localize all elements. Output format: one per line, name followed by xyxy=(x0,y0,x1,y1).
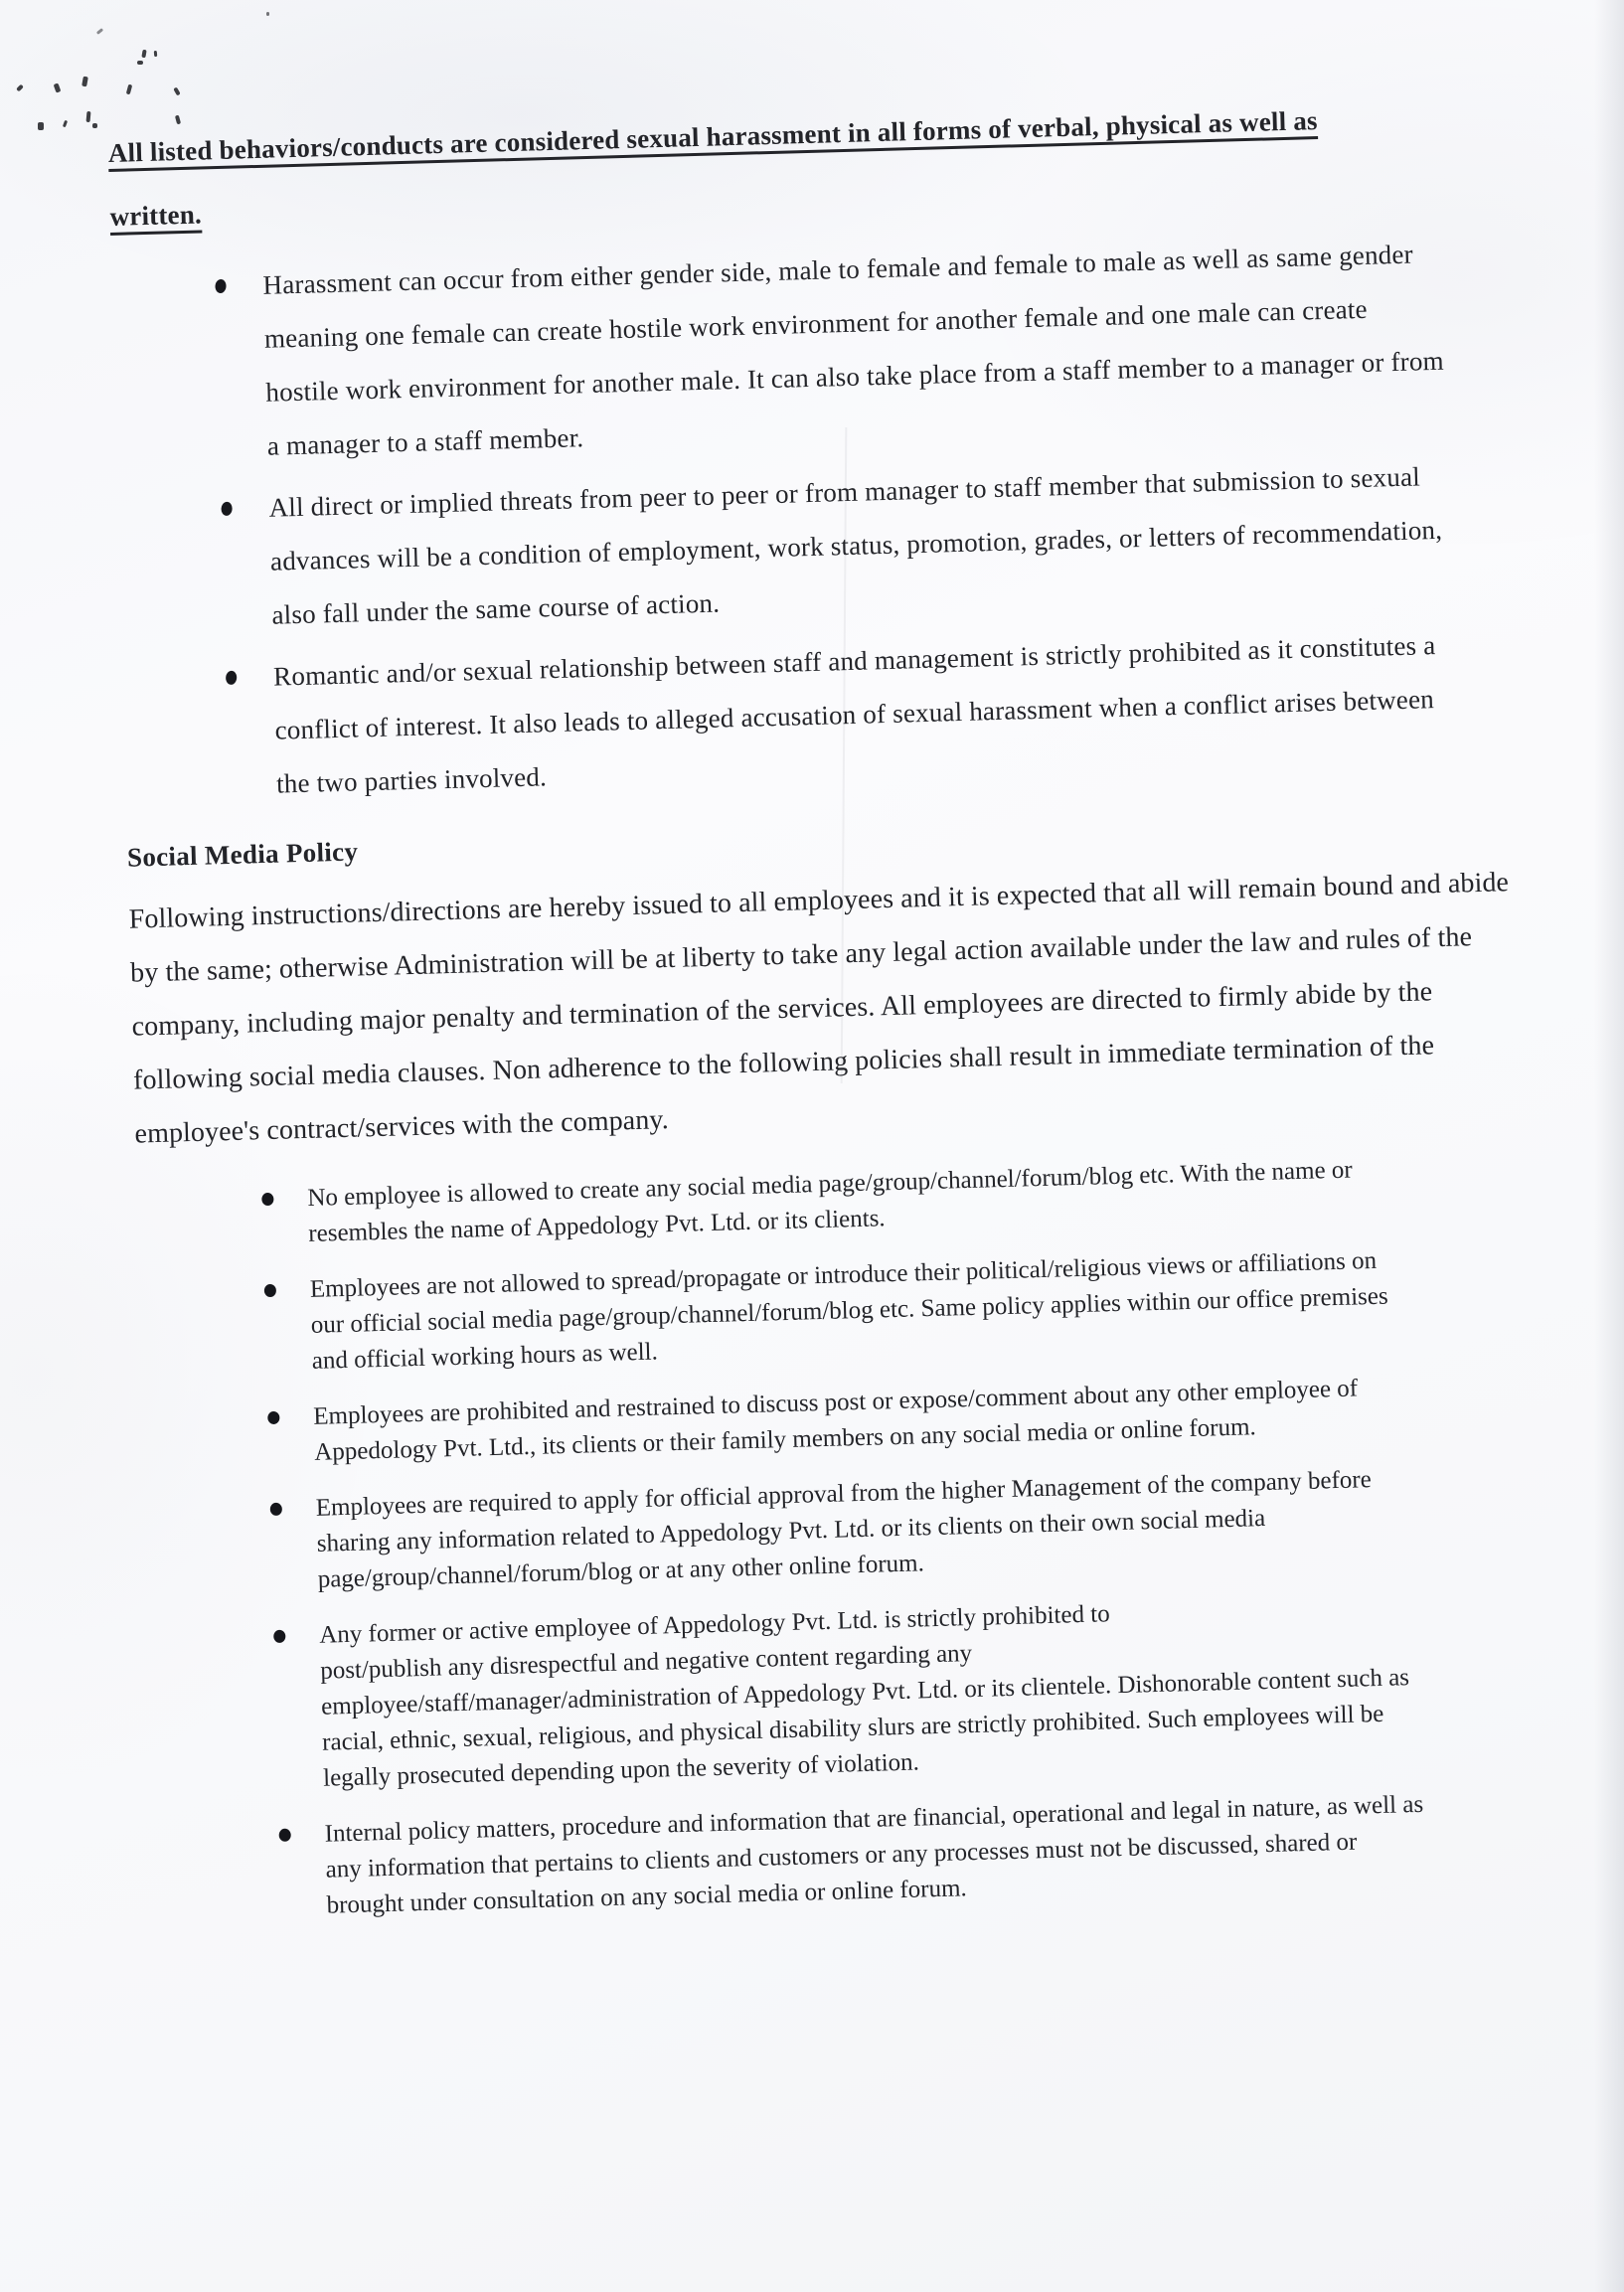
list-item: Employees are required to apply for official approval from the higher Management of the company before sharing any information related to Appedology Pvt. Ltd. or its clients on their own social media page/group/channel/forum/blog or at any other online forum. xyxy=(315,1461,1421,1598)
list-item: Employees are prohibited and restrained to discuss post or expose/comment about any other employee of Appedology Pvt. Ltd., its clients or their family members on any social media or online forum. xyxy=(313,1370,1418,1471)
harassment-heading: All listed behaviors/conducts are considered sexual harassment in all forms of verbal, physical as well as written. xyxy=(107,105,1319,232)
list-item: Internal policy matters, procedure and information that are financial, operational and legal in nature, as well as any information that pertains to clients and customers or any processes must not be discussed, shared or brought under consultation on any social media or online forum. xyxy=(324,1787,1430,1924)
document-content xyxy=(107,83,1547,1948)
harassment-bullet-list xyxy=(111,225,1518,815)
social-media-policy-heading: Social Media Policy xyxy=(126,836,359,873)
list-item: All direct or implied threats from peer to peer or from manager to staff member that submission to sexual advances will be a condition of employment, work status, promotion, grades, or letters of recommendation, also fall under the same course of action. xyxy=(268,449,1455,642)
list-item: Any former or active employee of Appedology Pvt. Ltd. is strictly prohibited to post/publish any disrespectful and negative content regarding any employee/staff/manager/administration of Appedology Pvt. Ltd. or its clientele. Dishonorable content such as racial, ethnic, sexual, religious, and physical disability slurs are strictly prohibited. Such employees will be legally prosecuted depending upon the severity of violation. xyxy=(319,1588,1426,1797)
list-item: Employees are not allowed to spread/propagate or introduce their political/religious views or affiliations on our official social media page/group/channel/forum/blog etc. Same policy applies within our office premises and official working hours as well. xyxy=(309,1242,1415,1380)
list-item: Harassment can occur from either gender side, male to female and female to male as well as same gender meaning one female can create hostile work environment for another female and one male can create hostile work environment for another male. It can also take place from a staff member to a manager or from a manager to a staff member. xyxy=(262,227,1450,473)
list-item: No employee is allowed to create any social media page/group/channel/forum/blog etc. With the name or resembles the name of Appedology Pvt. Ltd. or its clients. xyxy=(307,1151,1412,1252)
scan-edge-shadow xyxy=(1594,0,1624,2292)
social-media-bullet-list xyxy=(136,1148,1547,1929)
social-media-intro-paragraph: Following instructions/directions are hereby issued to all employees and it is expected that all will remain bound and abide by the same; otherwise Administration will be at liberty to take any legal action available under the law and rules of the company, including major penalty and termination of the services. All employees are directed to firmly abide by the following social media clauses. Non adherence to the following policies shall result in immediate termination of the employee's contract/services with the company. xyxy=(128,867,1510,1150)
list-item: Romantic and/or sexual relationship between staff and management is strictly prohibited as it constitutes a conflict of interest. It also leads to alleged accusation of sexual harassment when a conflict arises between the two parties involved. xyxy=(272,618,1459,811)
